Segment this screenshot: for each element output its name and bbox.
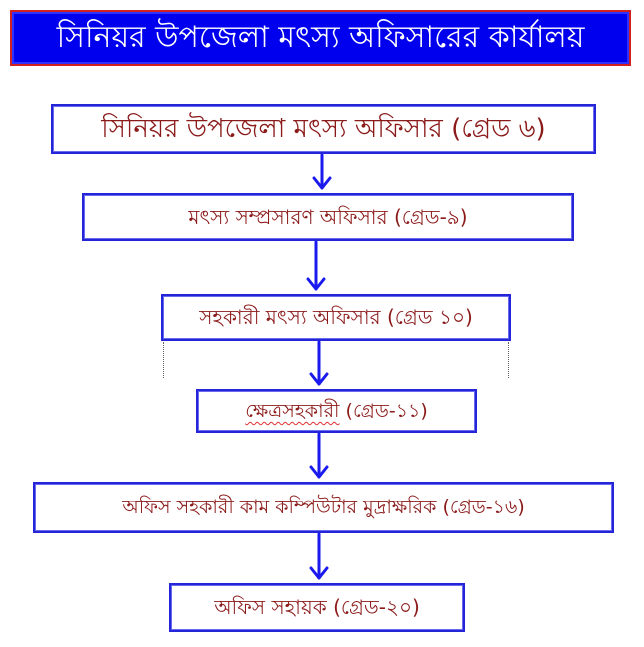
arrow-3-to-4: [311, 342, 327, 384]
arrow-5-to-6: [311, 534, 327, 578]
node-grade: (গ্রেড-১১): [345, 400, 428, 422]
office-title-text: সিনিয়র উপজেলা মৎস্য অফিসারের কার্যালয়: [56, 20, 585, 55]
node-label: সিনিয়র উপজেলা মৎস্য অফিসার (গ্রেড ৬): [101, 114, 546, 144]
arrow-1-to-2: [314, 155, 330, 188]
node-label: সহকারী মৎস্য অফিসার (গ্রেড ১০): [199, 305, 473, 329]
node-label: ক্ষেত্রসহকারী: [245, 400, 340, 422]
node-label: অফিস সহায়ক (গ্রেড-২০): [214, 595, 420, 619]
arrow-2-to-3: [308, 242, 324, 289]
node-label: মৎস্য সম্প্রসারণ অফিসার (গ্রেড-৯): [188, 205, 468, 229]
node-label: অফিস সহকারী কাম কম্পিউটার মুদ্রাক্ষরিক (গ্রেড-১৬): [122, 496, 525, 518]
arrow-4-to-5: [311, 434, 327, 477]
